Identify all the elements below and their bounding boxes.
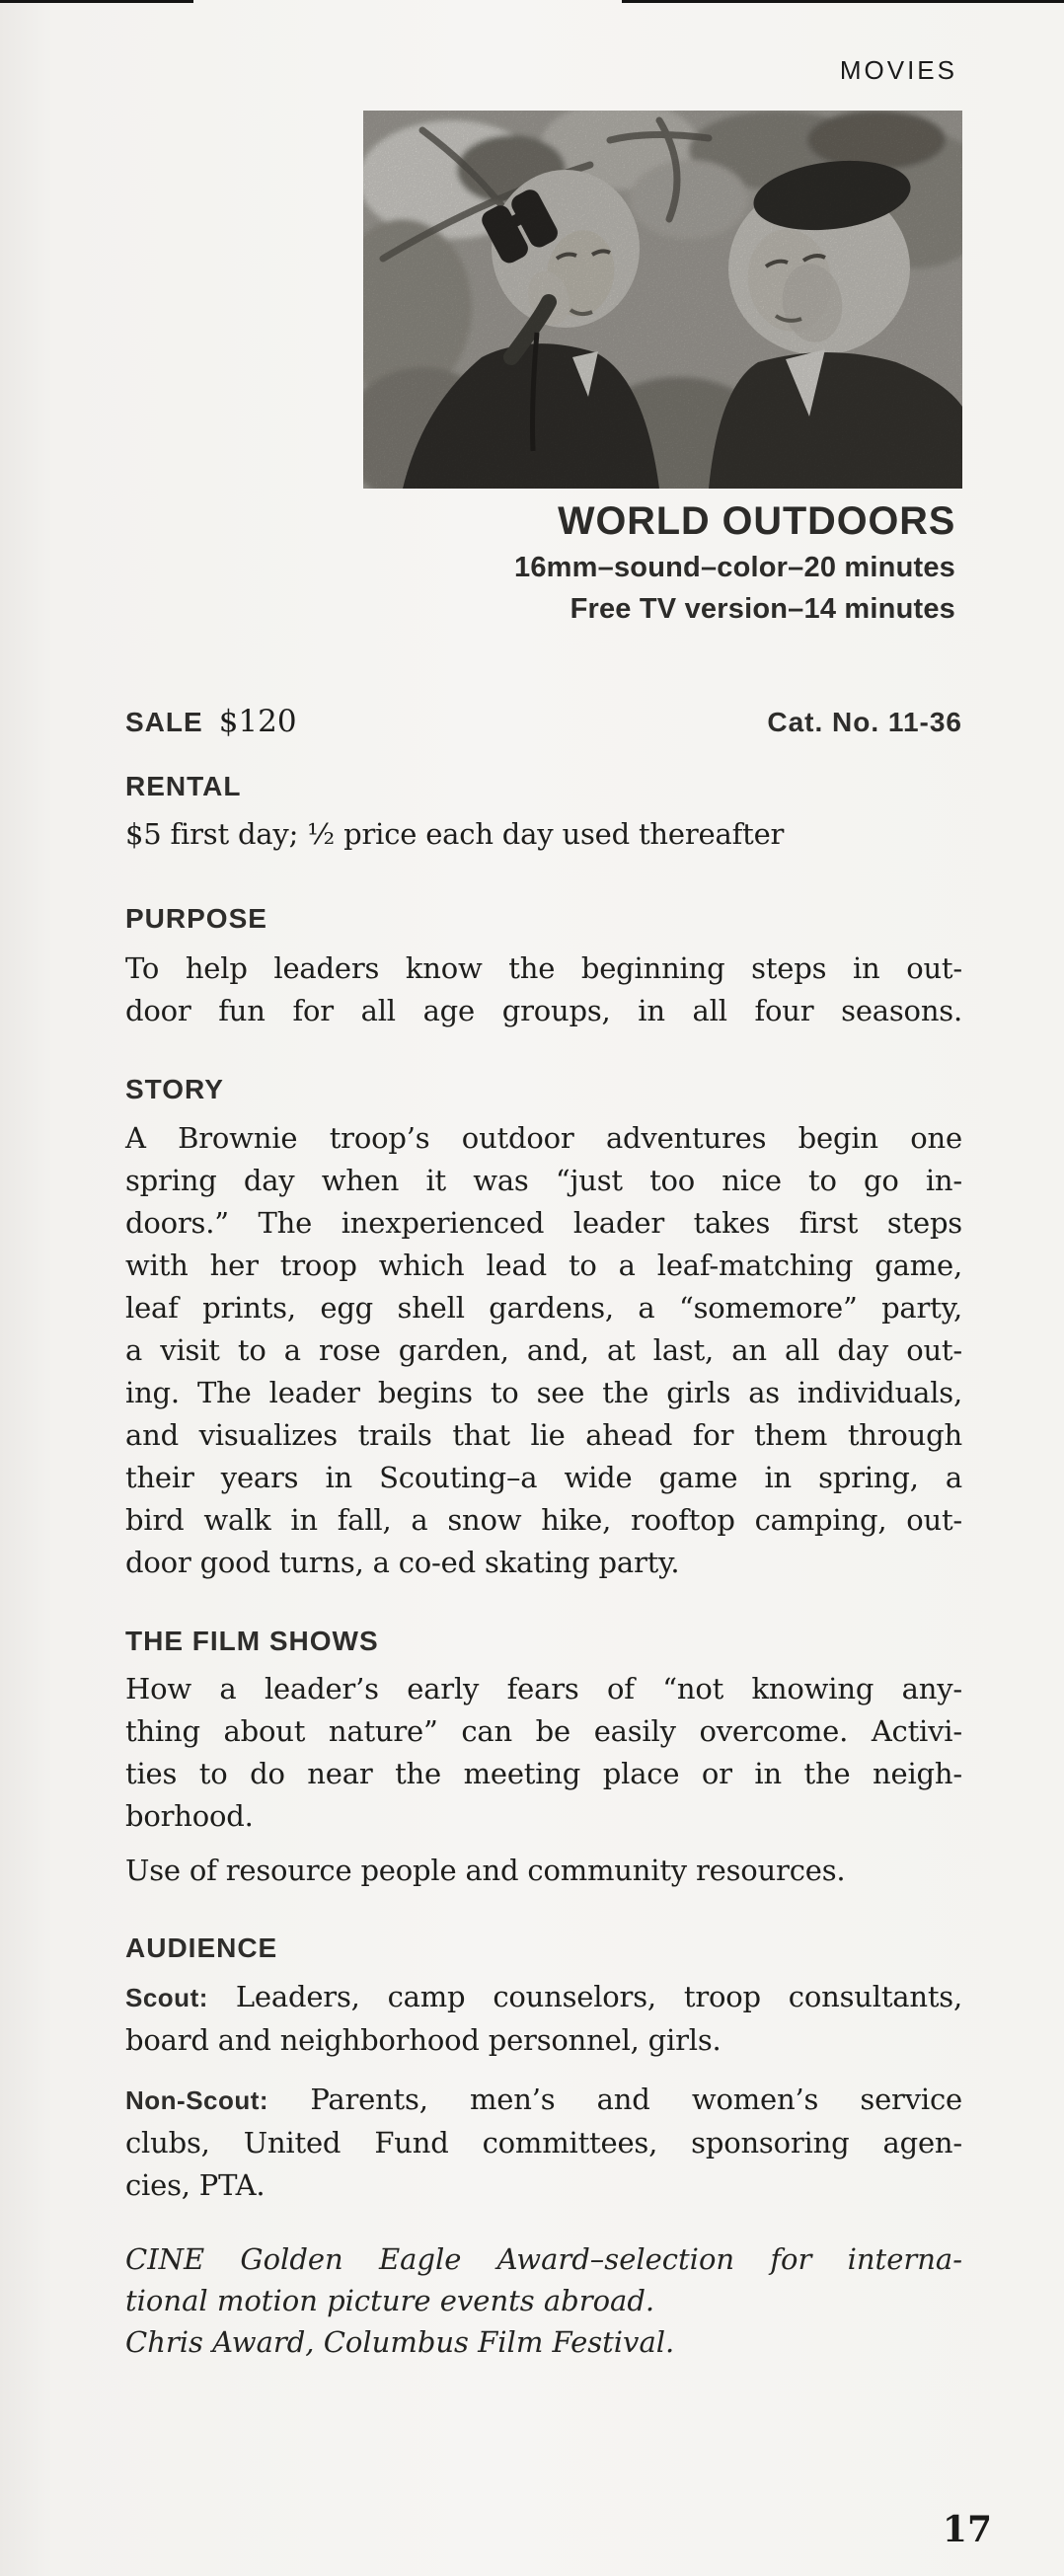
audience-scout-text: Leaders, camp counselors, troop consultants,: [235, 1980, 962, 2013]
rental-heading: RENTAL: [125, 771, 242, 801]
text-line: cies, PTA.: [125, 2168, 266, 2202]
text-line: tional motion picture events abroad.: [125, 2284, 655, 2317]
purpose-heading: PURPOSE: [125, 903, 267, 934]
sale-info: [125, 704, 297, 739]
audience-heading: AUDIENCE: [125, 1932, 278, 1963]
sale-price: $120: [218, 704, 297, 739]
text-line: thing about nature” can be easily overcome. Activi-: [125, 1714, 962, 1748]
sale-row: [125, 704, 962, 739]
rental-text: $5 first day; ½ price each day used thereafter: [125, 817, 785, 851]
film-shows-paragraph: [125, 1668, 962, 1838]
scan-edge-artifact-right: [622, 0, 1064, 3]
text-line: borhood.: [125, 1799, 254, 1833]
text-line: a visit to a rose garden, and, at last, an all day out-: [125, 1333, 962, 1367]
text-line: door good turns, a co-ed skating party.: [125, 1546, 680, 1579]
text-line: leaf prints, egg shell gardens, a “somemore” party,: [125, 1291, 962, 1325]
text-line: and visualizes trails that lie ahead for them through: [125, 1418, 962, 1452]
film-still-photo: [363, 111, 962, 489]
film-title: WORLD OUTDOORS: [557, 499, 955, 543]
text-line: spring day when it was “just too nice to go in-: [125, 1164, 962, 1197]
audience-scout-paragraph: [125, 1976, 962, 2062]
text-line: A Brownie troop’s outdoor adventures begin one: [125, 1121, 962, 1155]
story-paragraph: [125, 1117, 962, 1584]
purpose-paragraph: [125, 947, 962, 1032]
film-shows-extra-text: Use of resource people and community resources.: [125, 1854, 846, 1887]
audience-non-scout-text: Parents, men’s and women’s service: [310, 2083, 962, 2116]
audience-scout-label: Scout:: [125, 1983, 208, 2012]
page-number: 17: [942, 2509, 992, 2550]
text-line: doors.” The inexperienced leader takes first steps: [125, 1206, 962, 1240]
audience-non-scout-paragraph: [125, 2079, 962, 2207]
text-line: Chris Award, Columbus Film Festival.: [125, 2325, 675, 2359]
text-line: ing. The leader begins to see the girls as individuals,: [125, 1376, 962, 1409]
catalog-number: Cat. No. 11-36: [767, 707, 962, 737]
audience-scout-first-line: [125, 1976, 962, 2019]
audience-non-scout-first-line: [125, 2079, 962, 2122]
audience-non-scout-rest: [125, 2122, 962, 2207]
text-line: bird walk in fall, a snow hike, rooftop camping, out-: [125, 1503, 962, 1537]
text-line: their years in Scouting–a wide game in spring, a: [125, 1461, 962, 1494]
film-format-line: 16mm–sound–color–20 minutes: [514, 552, 955, 583]
text-line: door fun for all age groups, in all four seasons.: [125, 994, 962, 1027]
film-shows-heading: THE FILM SHOWS: [125, 1626, 379, 1656]
section-corner-label: MOVIES: [839, 55, 957, 85]
text-line: with her troop which lead to a leaf-matching game,: [125, 1249, 962, 1282]
text-line: To help leaders know the beginning steps in out-: [125, 951, 962, 985]
audience-scout-rest: [125, 2019, 962, 2062]
film-tv-version-line: Free TV version–14 minutes: [570, 593, 955, 625]
scan-edge-artifact-left: [0, 0, 193, 3]
text-line: How a leader’s early fears of “not knowing any-: [125, 1672, 962, 1705]
story-heading: STORY: [125, 1074, 224, 1104]
awards-paragraph: [125, 2238, 962, 2363]
text-line: ties to do near the meeting place or in the neigh-: [125, 1757, 962, 1790]
audience-non-scout-label: Non-Scout:: [125, 2085, 269, 2115]
text-line: board and neighborhood personnel, girls.: [125, 2023, 722, 2057]
text-line: CINE Golden Eagle Award–selection for interna-: [125, 2242, 962, 2276]
sale-label: SALE: [125, 707, 203, 737]
text-line: clubs, United Fund committees, sponsoring agen-: [125, 2126, 962, 2159]
film-still-illustration: [363, 111, 962, 489]
